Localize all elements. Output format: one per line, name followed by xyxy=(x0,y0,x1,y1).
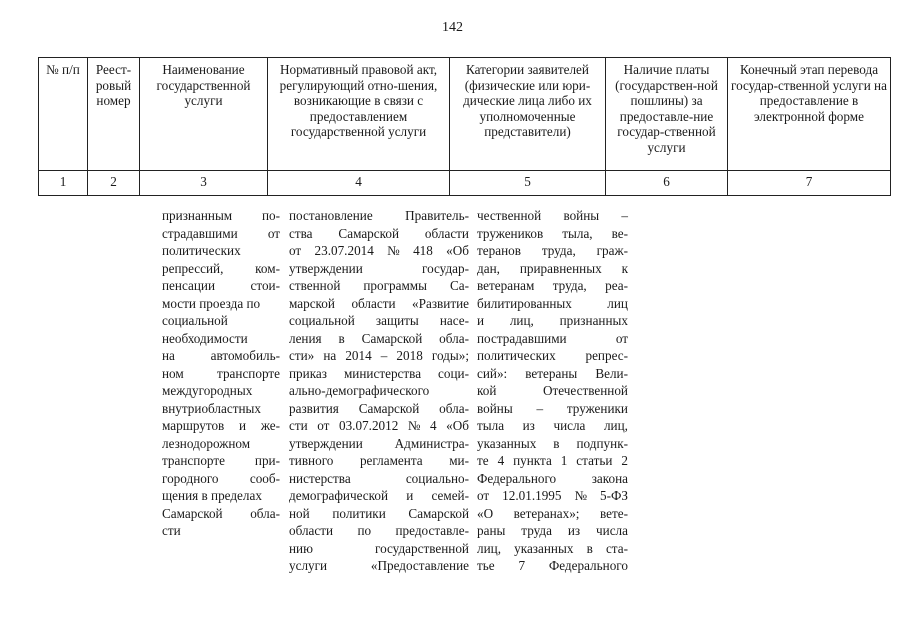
text-line: признанным по- xyxy=(162,208,280,223)
text-line: пенсации стои- xyxy=(162,278,280,293)
column-number: 2 xyxy=(88,171,140,196)
header-cell-registry-number: Реест-ровый номер xyxy=(88,58,140,171)
header-cell-applicant-categories: Категории заявителей (физические или юри-дические лица либо их уполномоченные представители) xyxy=(450,58,606,171)
text-line: ном транспорте xyxy=(162,365,280,381)
column-number: 7 xyxy=(728,171,891,196)
header-row xyxy=(39,58,891,171)
column-number: 5 xyxy=(450,171,606,196)
column-number: 4 xyxy=(268,171,450,196)
text-line: лиц, указанных в ста- xyxy=(477,540,628,556)
text-line: необходимости xyxy=(162,330,248,346)
text-line: те 4 пункта 1 статьи 2 xyxy=(477,453,628,468)
text-line: лезнодорожном xyxy=(162,435,251,451)
column-number: 1 xyxy=(39,171,88,196)
text-line: ной политики Самарской xyxy=(289,505,469,521)
text-line: социальной xyxy=(162,313,228,328)
header-cell-final-stage: Конечный этап перевода государ-ственной услуги на предоставление в электронной форме xyxy=(728,58,891,171)
applicant-categories-text xyxy=(477,207,628,575)
services-table-header xyxy=(38,57,891,196)
text-line: войны – труженики xyxy=(477,400,628,416)
header-cell-number: № п/п xyxy=(39,58,88,171)
text-line: тыла из числа лиц, xyxy=(477,418,628,433)
text-line: от 12.01.1995 № 5-ФЗ xyxy=(477,488,628,503)
text-line: сти» на 2014 – 2018 годы»; xyxy=(289,348,469,363)
text-line: ально-демографического xyxy=(289,383,430,398)
text-line: ления в Самарской обла- xyxy=(289,330,469,346)
text-line: от 23.07.2014 № 418 «Об xyxy=(289,243,469,258)
text-line: дан, приравненных к xyxy=(477,260,628,276)
text-line: сий»: ветераны Вели- xyxy=(477,365,628,381)
text-line: развития Самарской обла- xyxy=(289,400,469,416)
text-line: приказ министерства соци- xyxy=(289,365,469,381)
text-line: ветеранам труда, реа- xyxy=(477,278,628,293)
text-line: указанных в подпунк- xyxy=(477,435,628,451)
text-line: услуги «Предоставление xyxy=(289,558,469,573)
text-line: ственной программы Са- xyxy=(289,278,469,293)
text-line: тье 7 Федерального xyxy=(477,558,628,573)
text-line: Федерального закона xyxy=(477,470,628,486)
text-line: междугородных xyxy=(162,383,253,398)
text-line: кой Отечественной xyxy=(477,383,628,398)
header-cell-fee: Наличие платы (государствен-ной пошлины) за предоставле-ние государ-ственной услуги xyxy=(606,58,728,171)
service-name-text xyxy=(162,207,280,540)
text-line: сти от 03.07.2012 № 4 «Об xyxy=(289,418,469,433)
text-line: страдавшими от xyxy=(162,225,280,241)
text-line: тружеников тыла, ве- xyxy=(477,225,628,241)
text-line: ства Самарской области xyxy=(289,225,469,241)
page-number: 142 xyxy=(442,20,463,35)
text-line: демографической и семей- xyxy=(289,488,469,503)
text-line: марской области «Развитие xyxy=(289,295,469,311)
text-line: утверждении государ- xyxy=(289,260,469,276)
text-line: мости проезда по xyxy=(162,295,261,311)
text-line: постановление Правитель- xyxy=(289,208,469,223)
text-line: «О ветеранах»; вете- xyxy=(477,505,628,521)
text-line: и лиц, признанных xyxy=(477,313,628,328)
text-line: пострадавшими от xyxy=(477,330,628,346)
column-number: 3 xyxy=(140,171,268,196)
text-line: щения в пределах xyxy=(162,488,262,503)
text-line: сти xyxy=(162,523,181,538)
text-line: социальной защиты насе- xyxy=(289,313,469,328)
text-line: репрессий, ком- xyxy=(162,260,280,276)
legal-act-text xyxy=(289,207,469,575)
text-line: транспорте при- xyxy=(162,453,280,468)
text-line: области по предоставле- xyxy=(289,523,469,538)
text-line: политических xyxy=(162,243,241,258)
text-line: нию государственной xyxy=(289,540,469,556)
column-number-row xyxy=(39,171,891,196)
text-line: утверждении Администра- xyxy=(289,435,469,451)
text-line: на автомобиль- xyxy=(162,348,280,363)
text-line: теранов труда, граж- xyxy=(477,243,628,258)
text-line: политических репрес- xyxy=(477,348,628,363)
text-line: тивного регламента ми- xyxy=(289,453,469,468)
text-line: маршрутов и же- xyxy=(162,418,280,433)
text-line: билитированных лиц xyxy=(477,295,628,311)
text-line: чественной войны – xyxy=(477,208,628,223)
text-line: раны труда из числа xyxy=(477,523,628,538)
header-cell-legal-act: Нормативный правовой акт, регулирующий отно-шения, возникающие в связи с предоставлением государственной услуги xyxy=(268,58,450,171)
text-line: внутриобластных xyxy=(162,400,261,416)
header-cell-service-name: Наименование государственной услуги xyxy=(140,58,268,171)
text-line: Самарской обла- xyxy=(162,505,280,521)
text-line: нистерства социально- xyxy=(289,470,469,486)
text-line: городного сооб- xyxy=(162,470,280,486)
column-number: 6 xyxy=(606,171,728,196)
